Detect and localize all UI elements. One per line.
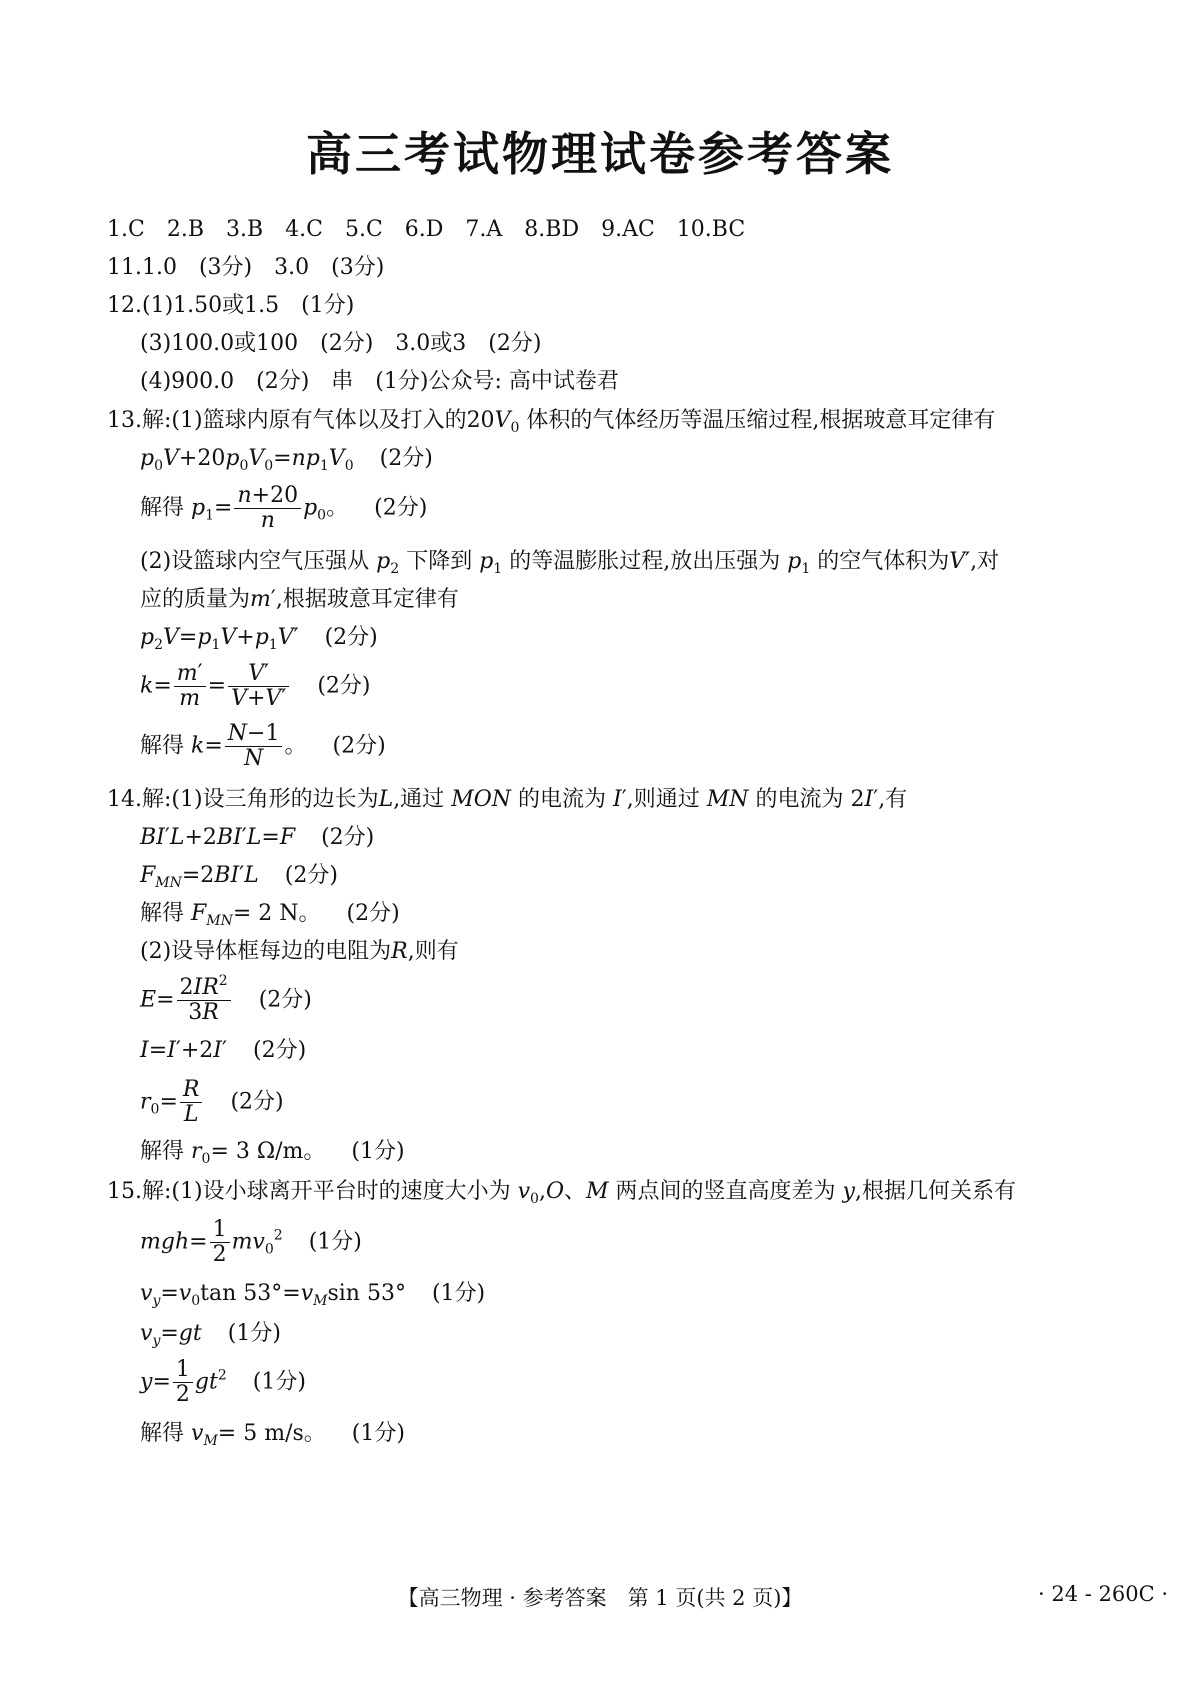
q14-heading: 14.解:(1)设三角形的边长为L,通过 MON 的电流为 I′,则通过 MN 的电流为 2I′,有: [107, 787, 908, 812]
q13-part2-line-1: (2)设篮球内空气压强从 $p_2$ 下降到 $p_1$ 的等温膨胀过程,放出压强为 $p_1$ 的空气体积为V′,对: [140, 549, 1000, 577]
q15-heading: 15.解:(1)设小球离开平台时的速度大小为 $v_0,O$、M 两点间的竖直高度差为 y,根据几何关系有: [107, 1179, 1016, 1207]
q12-line-2: (3)100.0或100 (2分) 3.0或3 (2分): [140, 331, 542, 356]
q14-equation-1: BI′L+2BI′L=F (2分): [140, 825, 375, 850]
q12-line-1: 12.(1)1.50或1.5 (1分): [107, 293, 355, 318]
exam-code: · 24 - 260C ·: [1038, 1582, 1169, 1606]
q14-result-r0: 解得 $r_0= 3$ Ω/m。 (1分): [140, 1139, 405, 1167]
q13-equation-1: $p_0V+20p_0V_0=np_1V_0$ (2分): [140, 446, 433, 474]
q13-result-p1: 解得 $p_1=$ $\frac{n+20}{n}$ $p_0$。 (2分): [140, 483, 428, 533]
q14-result-fmn: 解得 $F_{MN}= 2$ N。 (2分): [140, 901, 400, 929]
multiple-choice-answers: 1.C 2.B 3.B 4.C 5.C 6.D 7.A 8.BD 9.AC 10.BC: [107, 217, 746, 242]
q15-result-vm: 解得 $v_M= 5$ m/s。 (1分): [140, 1421, 405, 1449]
page-footer: 【高三物理 · 参考答案 第 1 页(共 2 页)】: [397, 1586, 803, 1610]
q14-equation-e: E= $\frac{2IR^2}{3R}$ (2分): [140, 973, 312, 1025]
q15-equation-y: y= $\frac{1}{2}$ $gt^2$ (1分): [140, 1357, 306, 1407]
q15-equation-vy-gt: $v_y=gt$ (1分): [140, 1321, 281, 1349]
q14-equation-i: I=I′+2I′ (2分): [140, 1038, 307, 1063]
q15-equation-energy: mgh= $\frac{1}{2}$ $mv_0^2$ (1分): [140, 1217, 362, 1267]
q12-line-3: (4)900.0 (2分) 串 (1分)公众号: 高中试卷君: [140, 369, 619, 394]
q14-equation-r0: $r_0=$ $\frac{R}{L}$ (2分): [140, 1077, 284, 1127]
q13-equation-k: k= $\frac{m'}{m}$ = $\frac{V'}{V+V'}$ (2分): [140, 661, 371, 711]
q13-part2-line-2: 应的质量为m′,根据玻意耳定律有: [140, 587, 459, 612]
q14-equation-2: $F_{MN}=2BI'L$ (2分): [140, 863, 338, 891]
q13-heading: 13.解:(1)篮球内原有气体以及打入的$20V_0$ 体积的气体经历等温压缩过程,根据玻意耳定律有: [107, 408, 996, 436]
q11-answer: 11.1.0 (3分) 3.0 (3分): [107, 255, 385, 280]
q13-result-k: 解得 k= $\frac{N-1}{N}$ 。 (2分): [140, 721, 386, 771]
q14-part2-line: (2)设导体框每边的电阻为R,则有: [140, 939, 459, 964]
page-title: 高三考试物理试卷参考答案: [306, 127, 894, 181]
q13-equation-2: $p_2V=p_1V+p_1V'$ (2分): [140, 625, 378, 653]
q15-equation-vy: $v_y=v_0\tan$ $53^\circ=v_M\sin$ 53° (1分): [140, 1281, 486, 1309]
